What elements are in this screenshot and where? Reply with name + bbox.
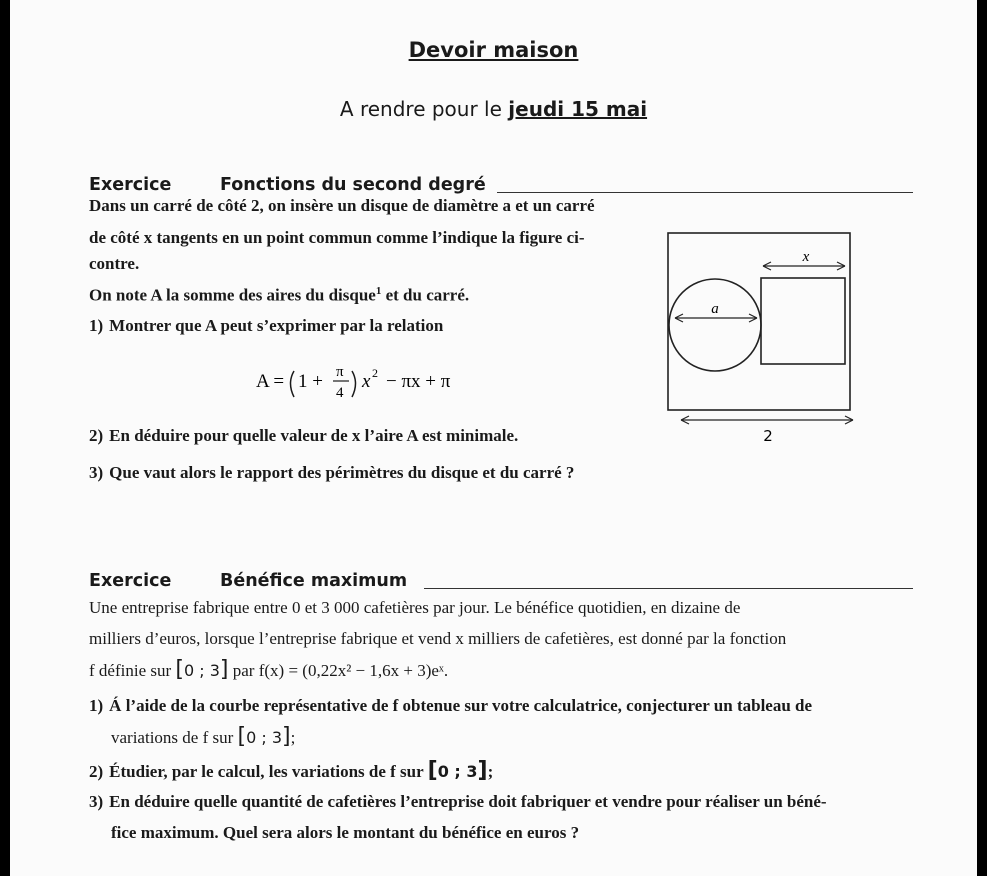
bracket-close-q2: ] bbox=[477, 758, 488, 783]
ex2-q3-line2: fice maximum. Quel sera alors le montant du bénéfice en euros ? bbox=[111, 823, 580, 842]
page-title: Devoir maison bbox=[408, 38, 579, 62]
interval-open-bracket: [ bbox=[175, 657, 184, 682]
exercise2-question1 bbox=[89, 690, 812, 753]
q1-number: 1) bbox=[89, 316, 104, 335]
exercise2-label: Exercice bbox=[89, 571, 172, 591]
interval-close-bracket: ] bbox=[219, 657, 229, 682]
intro-line3-end: par f(x) = (0,22x² − 1,6x + 3)eˣ. bbox=[232, 661, 449, 680]
due-date-prefix: A rendre pour le bbox=[339, 97, 502, 121]
exercise1-title: Fonctions du second degré bbox=[220, 175, 486, 195]
ex2-q2-end: ; bbox=[487, 762, 494, 781]
q3-number: 3) bbox=[89, 463, 104, 482]
ex2-q2-text: Étudier, par le calcul, les variations de f sur bbox=[109, 762, 424, 781]
formula-four: 4 bbox=[336, 385, 344, 401]
ex2-q3-line1: En déduire quelle quantité de cafetières l’entreprise doit fabriquer et vendre pour réaliser un béné- bbox=[109, 792, 827, 811]
footnote-mark: 1 bbox=[375, 285, 382, 297]
exercise1-intro-line2: de côté x tangents en un point commun comme l’indique la figure ci- bbox=[89, 228, 585, 247]
document-page bbox=[10, 0, 977, 876]
exercise2-intro-line1: Une entreprise fabrique entre 0 et 3 000 cafetières par jour. Le bénéfice quotidien, en dizaine de bbox=[89, 598, 741, 617]
ex2-q1-end: ; bbox=[290, 728, 296, 747]
q3-text: Que vaut alors le rapport des périmètres du disque et du carré ? bbox=[109, 463, 575, 482]
exercise1-heading bbox=[89, 175, 486, 195]
outer-square bbox=[668, 233, 850, 410]
exercise2-heading-rule bbox=[424, 588, 913, 589]
intro-line3-start: f définie sur bbox=[89, 661, 172, 680]
ex2-q2-number: 2) bbox=[89, 762, 104, 781]
ex2-q1-line1: Á l’aide de la courbe représentative de f obtenue sur votre calculatrice, conjecturer un tableau de bbox=[109, 696, 813, 715]
bracket-close-q1: ] bbox=[282, 724, 291, 749]
bracket-open-q1: [ bbox=[237, 724, 247, 749]
exercise1-heading-rule bbox=[497, 192, 913, 193]
formula-pi: π bbox=[336, 364, 344, 380]
geometry-figure bbox=[665, 228, 865, 448]
ex2-q1-line2: variations de f sur bbox=[111, 728, 234, 747]
inner-square bbox=[761, 278, 845, 364]
interval-0-3: 0 ; 3 bbox=[183, 661, 220, 680]
disk bbox=[669, 279, 761, 371]
exercise1-note bbox=[89, 281, 469, 306]
formula-rest: − πx + π bbox=[386, 371, 451, 392]
exercise1-intro-line1: Dans un carré de côté 2, on insère un disque de diamètre a et un carré bbox=[89, 196, 595, 215]
bracket-open-q2: [ bbox=[427, 758, 438, 783]
exercise1-label: Exercice bbox=[89, 175, 172, 195]
ex2-q1-interval: 0 ; 3 bbox=[246, 728, 283, 747]
ex2-q3-number: 3) bbox=[89, 792, 104, 811]
label-2: 2 bbox=[763, 427, 773, 445]
exercise2-intro-line3 bbox=[89, 654, 919, 686]
exercise2-heading bbox=[89, 571, 407, 591]
exercise2-title: Bénéfice maximum bbox=[220, 571, 408, 591]
area-formula bbox=[256, 357, 516, 413]
label-x: x bbox=[802, 249, 810, 265]
right-paren bbox=[352, 371, 356, 397]
ex2-q1-number: 1) bbox=[89, 696, 104, 715]
exercise2-question3 bbox=[89, 786, 827, 848]
exercise1-question3 bbox=[89, 463, 574, 483]
exercise2-question2 bbox=[89, 755, 493, 787]
exercise1-question1 bbox=[89, 316, 443, 336]
label-a: a bbox=[711, 301, 719, 317]
q2-number: 2) bbox=[89, 426, 104, 445]
formula-lhs: A = bbox=[256, 371, 285, 392]
exercise1-intro-line3: contre. bbox=[89, 254, 140, 273]
left-paren bbox=[291, 371, 295, 397]
formula-x: x bbox=[362, 371, 371, 392]
note-text: On note A la somme des aires du disque bbox=[89, 285, 376, 305]
due-date-line bbox=[10, 97, 977, 121]
q2-text: En déduire pour quelle valeur de x l’aire A est minimale. bbox=[109, 426, 519, 445]
due-date: jeudi 15 mai bbox=[508, 97, 648, 121]
formula-graphic bbox=[256, 357, 516, 407]
exercise2-intro-line2: milliers d’euros, lorsque l’entreprise fabrique et vend x milliers de cafetières, est donné par la fonction bbox=[89, 629, 787, 648]
q1-text: Montrer que A peut s’exprimer par la relation bbox=[109, 316, 444, 335]
exercise2-intro bbox=[89, 592, 919, 686]
note-end: et du carré. bbox=[385, 285, 470, 305]
exercise1-question2 bbox=[89, 426, 518, 446]
formula-exponent: 2 bbox=[372, 366, 378, 380]
formula-one-plus: 1 + bbox=[298, 371, 323, 392]
ex2-q2-interval: 0 ; 3 bbox=[437, 762, 478, 781]
